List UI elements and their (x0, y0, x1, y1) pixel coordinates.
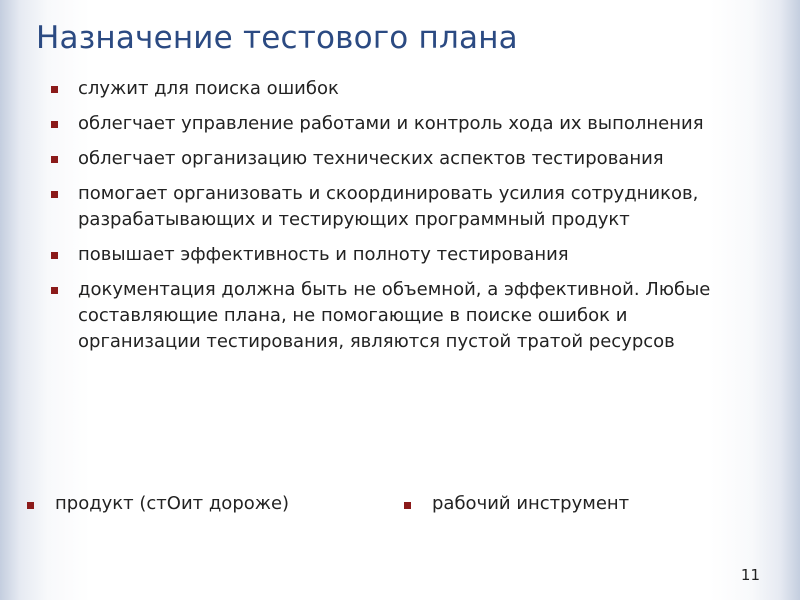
bullet-item (50, 146, 750, 172)
square-bullet-icon (51, 121, 58, 128)
page-number: 11 (740, 566, 760, 584)
bullet-text: помогает организовать и скоординировать усилия сотрудников, разрабатывающих и тестирующих программный продукт (78, 183, 699, 230)
bullet-text: служит для поиска ошибок (78, 78, 339, 99)
square-bullet-icon (51, 252, 58, 259)
bullet-item (50, 181, 750, 233)
square-bullet-icon (404, 502, 411, 509)
square-bullet-icon (51, 287, 58, 294)
bottom-bullet-row (0, 491, 800, 521)
square-bullet-icon (27, 502, 34, 509)
bottom-bullet-right-text: рабочий инструмент (432, 493, 630, 514)
bullet-text: облегчает организацию технических аспектов тестирования (78, 148, 664, 169)
bullet-item (50, 242, 750, 268)
bullet-item (50, 76, 750, 102)
bullet-text: документация должна быть не объемной, а эффективной. Любые составляющие плана, не помогающие в поиске ошибок и организации тестирования, являются пустой тратой ресурсов (78, 279, 711, 352)
bullet-item (50, 277, 750, 355)
bullet-list (50, 76, 750, 364)
square-bullet-icon (51, 156, 58, 163)
bottom-bullet-left (27, 491, 289, 517)
bullet-text: повышает эффективность и полноту тестирования (78, 244, 569, 265)
square-bullet-icon (51, 86, 58, 93)
bullet-item (50, 111, 750, 137)
slide-title: Назначение тестового плана (36, 20, 518, 56)
square-bullet-icon (51, 191, 58, 198)
bottom-bullet-right (404, 491, 629, 517)
bottom-bullet-left-text: продукт (стОит дороже) (55, 493, 290, 514)
bullet-text: облегчает управление работами и контроль хода их выполнения (78, 113, 704, 134)
